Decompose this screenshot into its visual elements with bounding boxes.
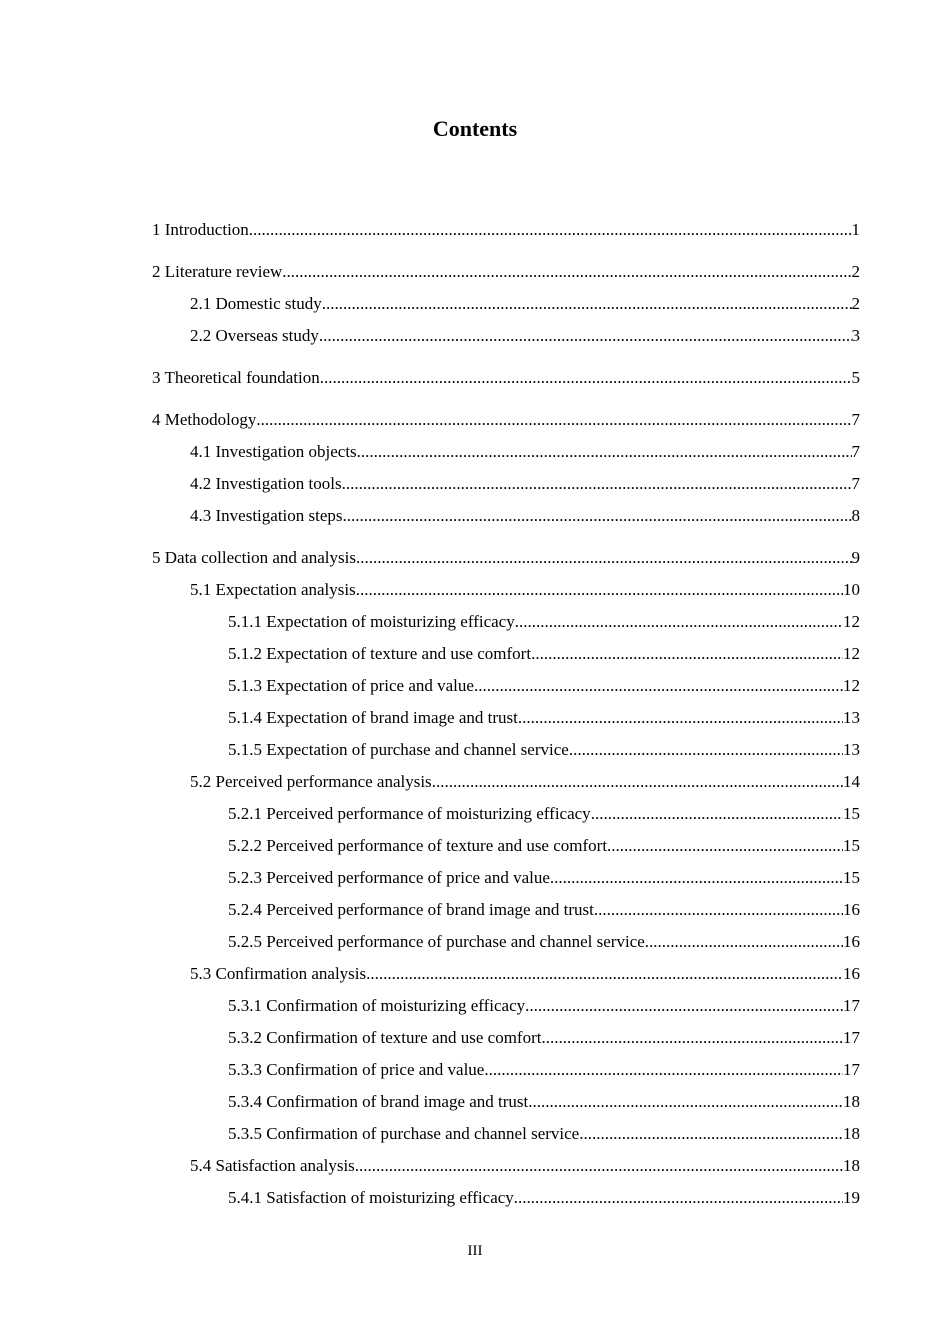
toc-entry-page-number: 15: [843, 868, 860, 887]
toc-entry-label: 5.3.1 Confirmation of moisturizing efficacy: [228, 996, 526, 1015]
toc-dot-leader: [357, 436, 852, 468]
toc-dot-leader: [484, 1054, 843, 1086]
toc-dot-leader: [282, 256, 851, 288]
toc-entry-page-number: 2: [851, 294, 860, 313]
toc-entry[interactable]: [152, 702, 860, 734]
toc-entry-label: 5.3.4 Confirmation of brand image and trust: [228, 1092, 529, 1111]
toc-dot-leader: [249, 214, 852, 246]
page-title: Contents: [432, 116, 518, 141]
toc-dot-leader: [550, 862, 843, 894]
toc-entry-label: 4 Methodology: [152, 410, 257, 429]
toc-entry-page-number: 10: [843, 580, 860, 599]
toc-entry-page-number: 18: [843, 1124, 860, 1143]
toc-entry-label: 4.2 Investigation tools: [190, 474, 342, 493]
toc-entry-page-number: 17: [843, 1060, 860, 1079]
toc-entry-label: 4.1 Investigation objects: [190, 442, 357, 461]
toc-dot-leader: [514, 1182, 843, 1214]
toc-entry-page-number: 1: [851, 220, 860, 239]
toc-entry-page-number: 12: [843, 644, 860, 663]
toc-dot-leader: [594, 894, 843, 926]
toc-dot-leader: [518, 702, 843, 734]
toc-entry-label: 5.2.2 Perceived performance of texture and use comfort: [228, 836, 608, 855]
toc-entry-label: 5.3.5 Confirmation of purchase and channel service: [228, 1124, 580, 1143]
toc-entry-label: 5.4.1 Satisfaction of moisturizing efficacy: [228, 1188, 514, 1207]
toc-entry[interactable]: [152, 926, 860, 958]
toc-dot-leader: [322, 288, 852, 320]
toc-entry-label: 5.1 Expectation analysis: [190, 580, 356, 599]
toc-entry[interactable]: [152, 638, 860, 670]
toc-entry-page-number: 17: [843, 996, 860, 1015]
toc-entry[interactable]: [152, 436, 860, 468]
toc-entry-label: 2 Literature review: [152, 262, 283, 281]
toc-entry-label: 5.2 Perceived performance analysis: [190, 772, 432, 791]
toc-dot-leader: [342, 468, 852, 500]
toc-entry-label: 5.3.3 Confirmation of price and value: [228, 1060, 485, 1079]
toc-entry-page-number: 12: [843, 612, 860, 631]
toc-entry[interactable]: [152, 894, 860, 926]
toc-entry[interactable]: [152, 798, 860, 830]
toc-entry[interactable]: [152, 362, 860, 394]
toc-dot-leader: [432, 766, 843, 798]
toc-entry-page-number: 8: [851, 506, 860, 525]
toc-entry-label: 5.3 Confirmation analysis: [190, 964, 367, 983]
toc-entry-label: 5.1.4 Expectation of brand image and trust: [228, 708, 518, 727]
toc-entry-page-number: 16: [843, 900, 860, 919]
toc-entry[interactable]: [152, 766, 860, 798]
toc-dot-leader: [525, 990, 843, 1022]
toc-entry[interactable]: [152, 990, 860, 1022]
toc-entry-label: 5.1.2 Expectation of texture and use comfort: [228, 644, 532, 663]
toc-entry-page-number: 18: [843, 1092, 860, 1111]
toc-entry[interactable]: [152, 1182, 860, 1214]
toc-entry[interactable]: [152, 958, 860, 990]
toc-entry[interactable]: [152, 830, 860, 862]
toc-dot-leader: [569, 734, 843, 766]
toc-entry-label: 5 Data collection and analysis: [152, 548, 356, 567]
toc-entry[interactable]: [152, 574, 860, 606]
toc-entry-label: 1 Introduction: [152, 220, 249, 239]
toc-entry[interactable]: [152, 500, 860, 532]
toc-dot-leader: [320, 362, 852, 394]
toc-entry[interactable]: [152, 256, 860, 288]
toc-entry-label: 5.2.4 Perceived performance of brand image and trust: [228, 900, 594, 919]
toc-entry[interactable]: [152, 670, 860, 702]
toc-entry-label: 5.4 Satisfaction analysis: [190, 1156, 355, 1175]
toc-dot-leader: [366, 958, 843, 990]
toc-entry-page-number: 12: [843, 676, 860, 695]
table-of-contents: [152, 214, 860, 1214]
toc-entry-label: 5.2.3 Perceived performance of price and value: [228, 868, 550, 887]
toc-entry[interactable]: [152, 542, 860, 574]
toc-entry-page-number: 5: [851, 368, 860, 387]
toc-entry-label: 5.1.3 Expectation of price and value: [228, 676, 474, 695]
toc-entry[interactable]: [152, 1022, 860, 1054]
toc-entry[interactable]: [152, 734, 860, 766]
toc-entry-page-number: 14: [843, 772, 860, 791]
toc-dot-leader: [256, 404, 851, 436]
toc-entry-page-number: 17: [843, 1028, 860, 1047]
toc-dot-leader: [343, 500, 852, 532]
toc-entry-page-number: 16: [843, 964, 860, 983]
toc-entry-page-number: 2: [851, 262, 860, 281]
toc-entry[interactable]: [152, 404, 860, 436]
toc-entry-page-number: 3: [851, 326, 860, 345]
toc-entry-label: 5.1.5 Expectation of purchase and channel service: [228, 740, 569, 759]
toc-entry-label: 5.2.1 Perceived performance of moisturizing efficacy: [228, 804, 591, 823]
toc-entry-page-number: 15: [843, 836, 860, 855]
toc-dot-leader: [591, 798, 843, 830]
toc-entry-label: 3 Theoretical foundation: [152, 368, 320, 387]
toc-dot-leader: [474, 670, 843, 702]
toc-dot-leader: [515, 606, 843, 638]
toc-entry[interactable]: [152, 320, 860, 352]
toc-dot-leader: [579, 1118, 843, 1150]
toc-dot-leader: [319, 320, 852, 352]
toc-entry-page-number: 13: [843, 708, 860, 727]
toc-entry[interactable]: [152, 468, 860, 500]
toc-entry-label: 2.2 Overseas study: [190, 326, 319, 345]
toc-dot-leader: [531, 638, 843, 670]
toc-entry-label: 4.3 Investigation steps: [190, 506, 343, 525]
toc-dot-leader: [356, 542, 852, 574]
toc-entry[interactable]: [152, 214, 860, 246]
toc-entry[interactable]: [152, 1054, 860, 1086]
toc-entry-label: 5.2.5 Perceived performance of purchase and channel service: [228, 932, 645, 951]
toc-entry[interactable]: [152, 288, 860, 320]
toc-entry-page-number: 7: [851, 410, 860, 429]
toc-dot-leader: [541, 1022, 843, 1054]
toc-entry-page-number: 15: [843, 804, 860, 823]
toc-entry-label: 5.3.2 Confirmation of texture and use comfort: [228, 1028, 542, 1047]
page-number: III: [467, 1243, 483, 1259]
toc-dot-leader: [528, 1086, 843, 1118]
toc-entry[interactable]: [152, 862, 860, 894]
toc-entry[interactable]: [152, 1150, 860, 1182]
toc-entry-page-number: 7: [851, 474, 860, 493]
toc-entry[interactable]: [152, 606, 860, 638]
toc-entry[interactable]: [152, 1118, 860, 1150]
toc-entry-page-number: 19: [843, 1188, 860, 1207]
toc-entry-page-number: 18: [843, 1156, 860, 1175]
toc-entry-label: 2.1 Domestic study: [190, 294, 322, 313]
toc-entry[interactable]: [152, 1086, 860, 1118]
toc-entry-page-number: 9: [851, 548, 860, 567]
toc-dot-leader: [645, 926, 843, 958]
toc-dot-leader: [355, 1150, 843, 1182]
toc-dot-leader: [607, 830, 843, 862]
toc-entry-page-number: 13: [843, 740, 860, 759]
toc-entry-page-number: 16: [843, 932, 860, 951]
toc-entry-page-number: 7: [851, 442, 860, 461]
toc-dot-leader: [356, 574, 843, 606]
toc-entry-label: 5.1.1 Expectation of moisturizing efficacy: [228, 612, 515, 631]
